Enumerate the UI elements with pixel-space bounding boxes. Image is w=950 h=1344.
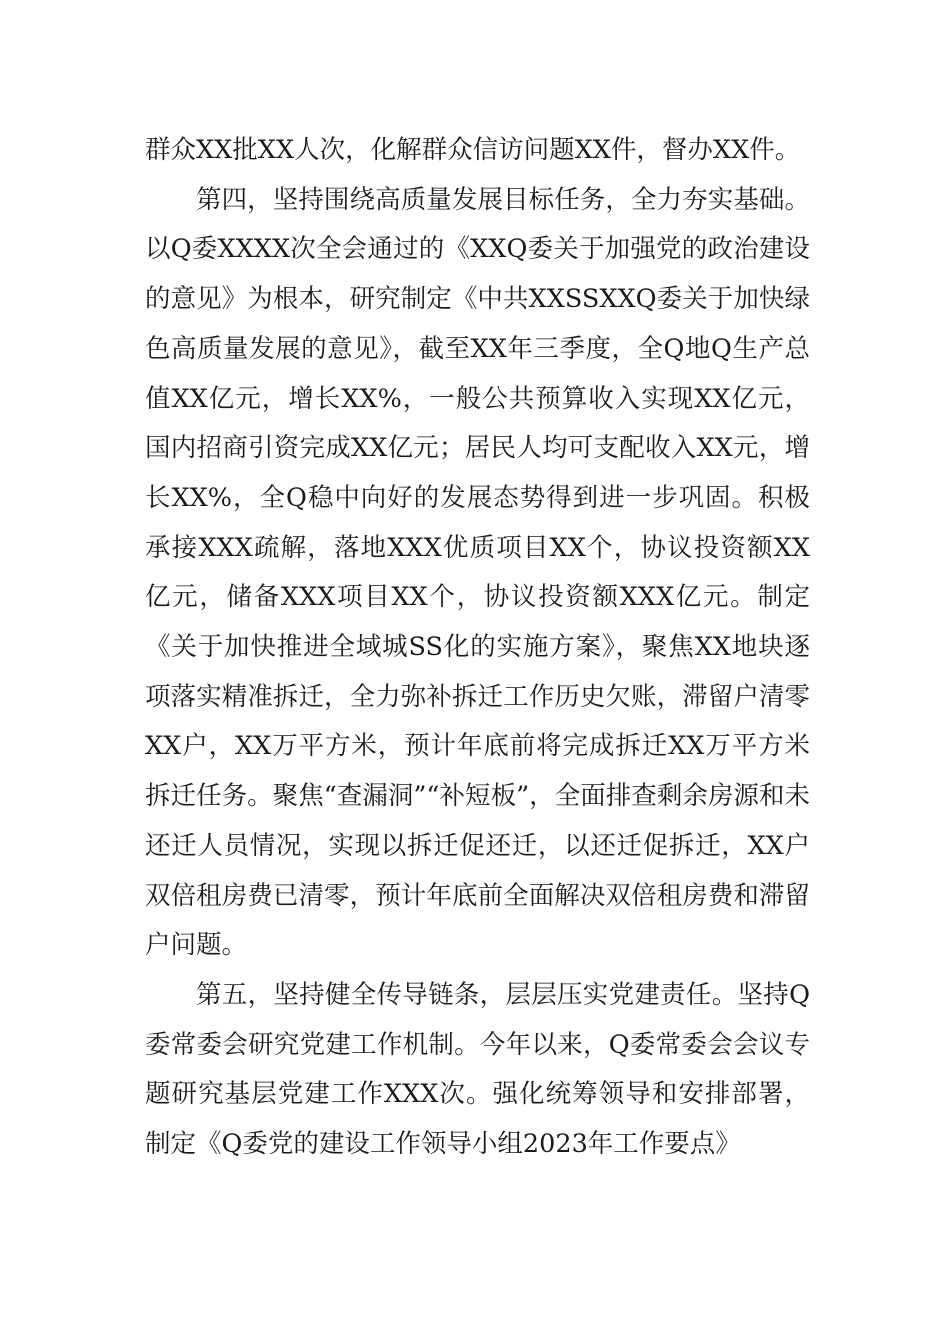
document-body xyxy=(145,126,810,1170)
paragraph-continuation: 群众XX批XX人次，化解群众信访问题XX件，督办XX件。 xyxy=(145,135,801,165)
paragraph-fourth-point: 第四，坚持围绕高质量发展目标任务，全力夯实基础。以Q委XXXX次全会通过的《XXQ委关于加强党的政治建设的意见》为根本，研究制定《中共XXSSXXQ委关于加快绿色高质量发展的意见》，截至XX年三季度，全Q地Q生产总值XX亿元，增长XX%，一般公共预算收入实现XX亿元，国内招商引资完成XX亿元；居民人均可支配收入XX元，增长XX%，全Q稳中向好的发展态势得到进一步巩固。积极承接XXX疏解，落地XXX优质项目XX个，协议投资额XX亿元，储备XXX项目XX个，协议投资额XXX亿元。制定《关于加快推进全域城SS化的实施方案》，聚焦XX地块逐项落实精准拆迁，全力弥补拆迁工作历史欠账，滞留户清零XX户，XX万平方米，预计年底前将完成拆迁XX万平方米拆迁任务。聚焦“查漏洞”“补短板”，全面排查剩余房源和未还迁人员情况，实现以拆迁促还迁，以还迁促拆迁，XX户双倍租房费已清零，预计年底前全面解决双倍租房费和滞留户问题。 xyxy=(145,184,810,961)
paragraph-fifth-point: 第五，坚持健全传导链条，层层压实党建责任。坚持Q委常委会研究党建工作机制。今年以来，Q委常委会会议专题研究基层党建工作XXX次。强化统筹领导和安排部署，制定《Q委党的建设工作领导小组2023年工作要点》 xyxy=(145,979,810,1160)
